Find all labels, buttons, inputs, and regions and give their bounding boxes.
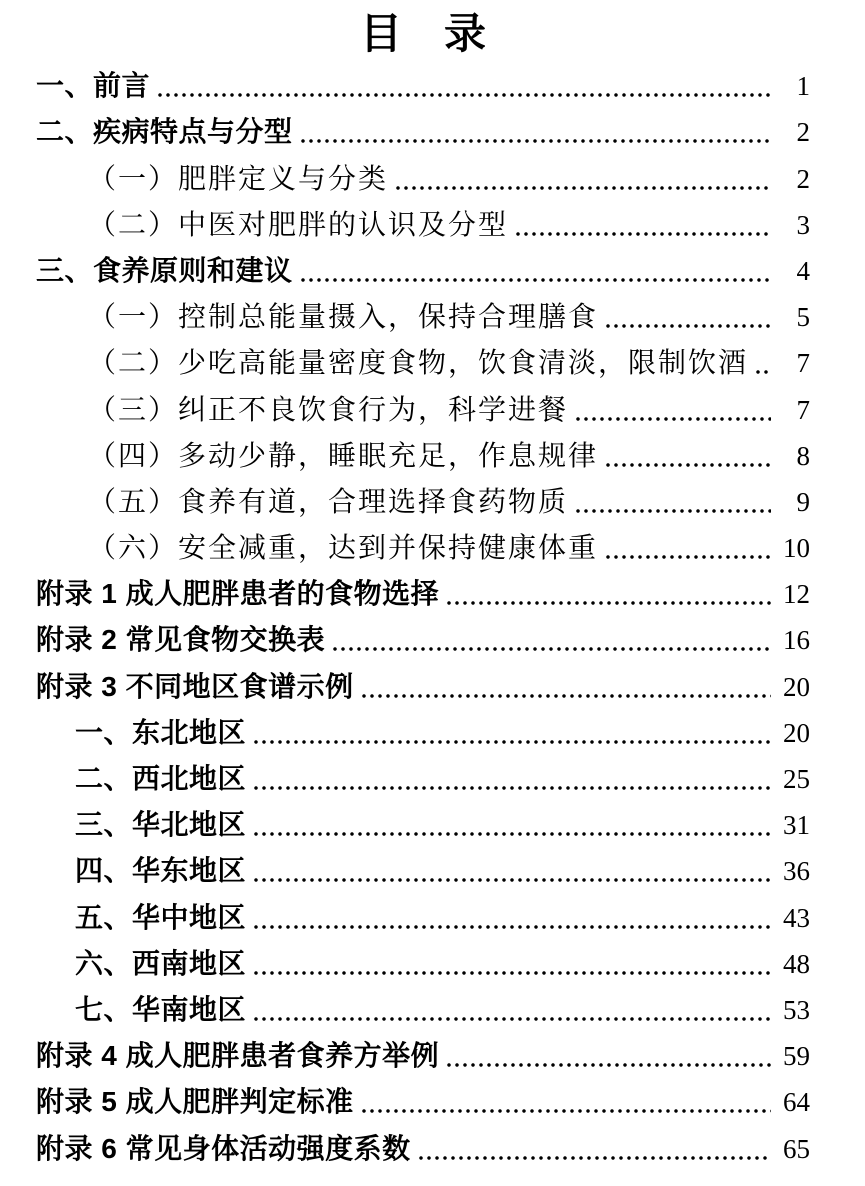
- toc-entry[interactable]: [88, 478, 810, 524]
- page-number: 10: [783, 533, 810, 564]
- page-number: 48: [783, 948, 810, 979]
- toc-entry-label: 一、东北地区: [75, 716, 247, 748]
- dot-leader: [252, 739, 771, 745]
- toc-entry[interactable]: [88, 385, 810, 431]
- page-number: 2: [796, 117, 810, 148]
- toc-entry-label: （一）肥胖定义与分类: [88, 161, 389, 195]
- toc-entry[interactable]: [36, 1078, 810, 1124]
- toc-entry[interactable]: [36, 662, 810, 708]
- dot-leader: [604, 462, 771, 468]
- toc-entry[interactable]: [36, 108, 810, 154]
- dot-leader: [331, 646, 771, 652]
- dot-leader: [445, 600, 771, 606]
- page-number: 8: [796, 440, 810, 471]
- toc-entry-label: 附录 4 成人肥胖患者食养方举例: [36, 1040, 440, 1072]
- toc-entry[interactable]: [36, 616, 810, 662]
- page-number: 1: [796, 71, 810, 102]
- page-number: 20: [783, 671, 810, 702]
- dot-leader: [252, 785, 771, 791]
- toc-entry[interactable]: [75, 940, 810, 986]
- page-number: 64: [783, 1087, 810, 1118]
- dot-leader: [299, 277, 771, 283]
- toc-entry[interactable]: [88, 293, 810, 339]
- toc-entry[interactable]: [88, 432, 810, 478]
- toc-entry[interactable]: [36, 62, 810, 108]
- toc-entry[interactable]: [75, 755, 810, 801]
- toc-entry-label: 二、疾病特点与分型: [36, 116, 293, 148]
- page-number: 3: [796, 209, 810, 240]
- toc-entry[interactable]: [75, 986, 810, 1032]
- dot-leader: [604, 554, 771, 560]
- page-number: 16: [783, 625, 810, 656]
- dot-leader: [514, 231, 771, 237]
- dot-leader: [252, 970, 771, 976]
- page-number: 59: [783, 1041, 810, 1072]
- toc-entry[interactable]: [88, 201, 810, 247]
- toc-entry-label: 附录 5 成人肥胖判定标准: [36, 1086, 354, 1118]
- dot-leader: [252, 924, 771, 930]
- dot-leader: [360, 1108, 771, 1114]
- page-number: 65: [783, 1133, 810, 1164]
- page-number: 7: [796, 348, 810, 379]
- dot-leader: [394, 185, 771, 191]
- toc-entry-label: 附录 3 不同地区食谱示例: [36, 670, 354, 702]
- page-number: 43: [783, 902, 810, 933]
- dot-leader: [754, 369, 771, 375]
- toc-list: [36, 62, 810, 1171]
- page-number: 7: [796, 394, 810, 425]
- toc-entry-label: 三、华北地区: [75, 809, 247, 841]
- toc-entry[interactable]: [88, 524, 810, 570]
- dot-leader: [156, 92, 771, 98]
- page-number: 12: [783, 579, 810, 610]
- dot-leader: [252, 877, 771, 883]
- toc-entry-label: 六、西南地区: [75, 947, 247, 979]
- page-number: 4: [796, 255, 810, 286]
- toc-entry[interactable]: [75, 893, 810, 939]
- toc-entry[interactable]: [36, 1032, 810, 1078]
- toc-entry-label: 一、前言: [36, 70, 151, 102]
- page-number: 9: [796, 486, 810, 517]
- toc-entry-label: 四、华东地区: [75, 855, 247, 887]
- dot-leader: [252, 831, 771, 837]
- toc-entry-label: 二、西北地区: [75, 763, 247, 794]
- dot-leader: [360, 693, 771, 699]
- dot-leader: [574, 416, 771, 422]
- page-number: 31: [783, 810, 810, 841]
- toc-entry-label: （五）食养有道，合理选择食药物质: [88, 484, 569, 518]
- toc-entry[interactable]: [88, 154, 810, 200]
- toc-entry-label: （一）控制总能量摄入，保持合理膳食: [88, 300, 599, 334]
- page-number: 53: [783, 994, 810, 1025]
- page-title: 目 录: [359, 10, 486, 57]
- page-number: 2: [796, 163, 810, 194]
- toc-entry[interactable]: [36, 247, 810, 293]
- toc-entry-label: （三）纠正不良饮食行为，科学进餐: [88, 392, 569, 426]
- dot-leader: [604, 323, 771, 329]
- toc-entry-label: 七、华南地区: [75, 993, 247, 1025]
- toc-entry[interactable]: [36, 1124, 810, 1170]
- toc-entry-label: （二）少吃高能量密度食物，饮食清淡，限制饮酒: [88, 346, 749, 380]
- toc-entry[interactable]: [88, 339, 810, 385]
- toc-entry-label: （六）安全减重，达到并保持健康体重: [88, 531, 599, 565]
- dot-leader: [299, 138, 771, 144]
- toc-entry-label: 三、食养原则和建议: [36, 254, 293, 286]
- toc-entry[interactable]: [75, 801, 810, 847]
- toc-entry-label: 附录 2 常见食物交换表: [36, 624, 326, 656]
- page-number: 5: [796, 302, 810, 333]
- dot-leader: [252, 1016, 771, 1022]
- toc-entry-label: （四）多动少静，睡眠充足，作息规律: [88, 438, 599, 472]
- page-number: 25: [783, 764, 810, 794]
- toc-entry[interactable]: [75, 709, 810, 755]
- page-number: 36: [783, 856, 810, 887]
- toc-entry-label: 五、华中地区: [75, 901, 247, 933]
- toc-entry[interactable]: [36, 570, 810, 616]
- dot-leader: [574, 508, 771, 514]
- toc-entry-label: （二）中医对肥胖的认识及分型: [88, 207, 509, 241]
- dot-leader: [445, 1062, 771, 1068]
- toc-entry-label: 附录 6 常见身体活动强度系数: [36, 1132, 411, 1164]
- toc-entry-label: 附录 1 成人肥胖患者的食物选择: [36, 578, 440, 610]
- page-number: 20: [783, 717, 810, 748]
- dot-leader: [417, 1155, 771, 1161]
- toc-entry[interactable]: [75, 847, 810, 893]
